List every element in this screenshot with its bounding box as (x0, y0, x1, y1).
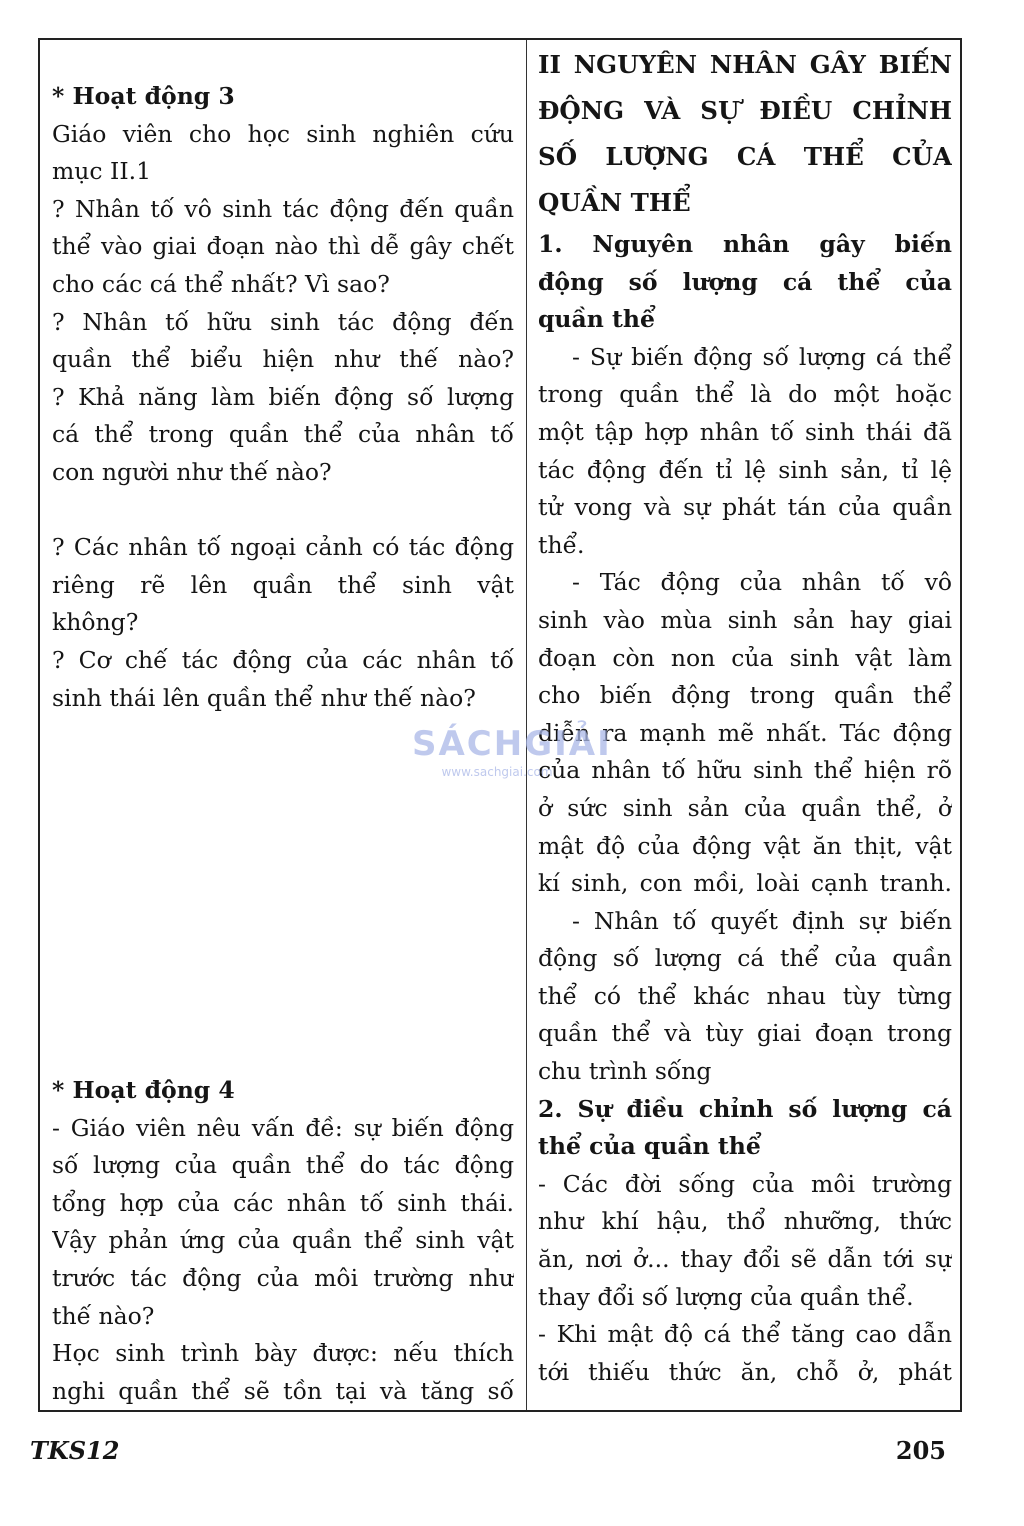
activity3-body (52, 116, 514, 718)
activity4-block (52, 1072, 514, 1410)
text-line: cho các cá thể nhất? Vì sao? (52, 269, 390, 298)
text-line: sinh thái lên quần thể như thế nào? (52, 683, 476, 712)
text-line: tổng hợp của các nhân tố sinh thái. (52, 1188, 514, 1217)
activity3-title: * Hoạt động 3 (52, 82, 235, 110)
text-line: thay đổi số lượng của quần thể. (538, 1282, 914, 1311)
text-line: quần thể biểu hiện như thế nào? (52, 345, 514, 374)
text-line: ? Cơ chế tác động của các nhân tố (52, 645, 514, 674)
text-line: riêng rẽ lên quần thể sinh vật (52, 570, 514, 599)
text-line: mục II.1 (52, 157, 152, 186)
subsection1-title: 1. Nguyên nhân gây biến (538, 230, 952, 258)
text-line: thể vào giai đoạn nào thì dễ gây chết (52, 232, 514, 261)
text-line: chu trình sống (538, 1057, 712, 1086)
text-line: thể. (538, 530, 585, 559)
text-line: - Các đời sống của môi trường (538, 1169, 952, 1198)
text-line: ? Các nhân tố ngoại cảnh có tác động (52, 533, 514, 562)
blank-line (52, 492, 514, 530)
watermark-text: SÁCHGIẢI (412, 724, 612, 764)
text-line: ở sức sinh sản của quần thể, ở (538, 793, 952, 822)
section-heading-line: QUẦN THỂ (538, 188, 691, 217)
text-line: - Giáo viên nêu vấn đề: sự biến động (52, 1113, 514, 1142)
text-line: con người như thế nào? (52, 457, 332, 486)
text-line: tác động đến tỉ lệ sinh sản, tỉ lệ (538, 455, 952, 484)
two-column-table (38, 38, 962, 1412)
text-line: Giáo viên cho học sinh nghiên cứu (52, 119, 514, 148)
text-line: tới thiếu thức ăn, chỗ ở, phát (538, 1357, 952, 1386)
text-line: ? Khả năng làm biến động số lượng (52, 382, 514, 411)
column-divider (526, 40, 527, 1410)
right-column (538, 40, 952, 1410)
section-heading-line: II NGUYÊN NHÂN GÂY BIẾN (538, 50, 952, 79)
text-line: số lượng của quần thể do tác động (52, 1151, 514, 1180)
subsection1-title: quần thể (538, 305, 655, 334)
text-line: động số lượng cá thể của quần (538, 944, 952, 973)
text-line: tử vong và sự phát tán của quần (538, 493, 952, 522)
watermark-url: www.sachgiai.com (441, 765, 553, 779)
text-line: ? Nhân tố vô sinh tác động đến quần (52, 194, 514, 223)
text-line: quần thể và tùy giai đoạn trong (538, 1019, 952, 1048)
activity4-title: * Hoạt động 4 (52, 1076, 235, 1104)
text-line: Vậy phản ứng của quần thể sinh vật (52, 1226, 514, 1255)
text-line: - Nhân tố quyết định sự biến (572, 906, 952, 935)
subsection2-title: thể của quần thể (538, 1132, 761, 1161)
text-line: - Khi mật độ cá thể tăng cao dẫn (538, 1320, 952, 1349)
left-column (52, 40, 514, 1410)
text-line: thể có thể khác nhau tùy từng (538, 981, 952, 1010)
text-line: ? Nhân tố hữu sinh tác động đến (52, 307, 514, 336)
subsection2-title: 2. Sự điều chỉnh số lượng cá (538, 1094, 952, 1123)
text-line: ăn, nơi ở... thay đổi sẽ dẫn tới sự (538, 1245, 952, 1274)
book-code: TKS12 (30, 1436, 120, 1465)
subsection1-title: động số lượng cá thể của (538, 267, 952, 296)
text-line: kí sinh, con mồi, loài cạnh tranh. (538, 869, 952, 898)
text-line: cá thể trong quần thể của nhân tố (52, 420, 514, 449)
text-line: - Sự biến động số lượng cá thể (572, 342, 952, 371)
text-line: Học sinh trình bày được: nếu thích (52, 1339, 514, 1368)
page-number: 205 (895, 1436, 946, 1465)
text-line: thế nào? (52, 1301, 155, 1330)
text-line: trong quần thể là do một hoặc (538, 380, 952, 409)
text-line: như khí hậu, thổ nhưỡng, thức (538, 1207, 952, 1236)
text-line: cho biến động trong quần thể (538, 681, 952, 710)
text-line: nghi quần thể sẽ tồn tại và tăng số (52, 1376, 514, 1405)
text-line: sinh vào mùa sinh sản hay giai (538, 605, 952, 634)
section-heading-line: SỐ LƯỢNG CÁ THỂ CỦA (538, 142, 952, 171)
text-line: mật độ của động vật ăn thịt, vật (538, 831, 952, 860)
text-line: diễn ra mạnh mẽ nhất. Tác động (538, 718, 952, 747)
section-heading-line: ĐỘNG VÀ SỰ ĐIỀU CHỈNH (538, 96, 952, 125)
text-line: một tập hợp nhân tố sinh thái đã (538, 417, 952, 446)
text-line: trước tác động của môi trường như (52, 1263, 514, 1292)
text-line: không? (52, 608, 139, 637)
text-line: - Tác động của nhân tố vô (572, 568, 952, 597)
text-line: của nhân tố hữu sinh thể hiện rõ (538, 756, 952, 785)
text-line: đoạn còn non của sinh vật làm (538, 643, 952, 672)
